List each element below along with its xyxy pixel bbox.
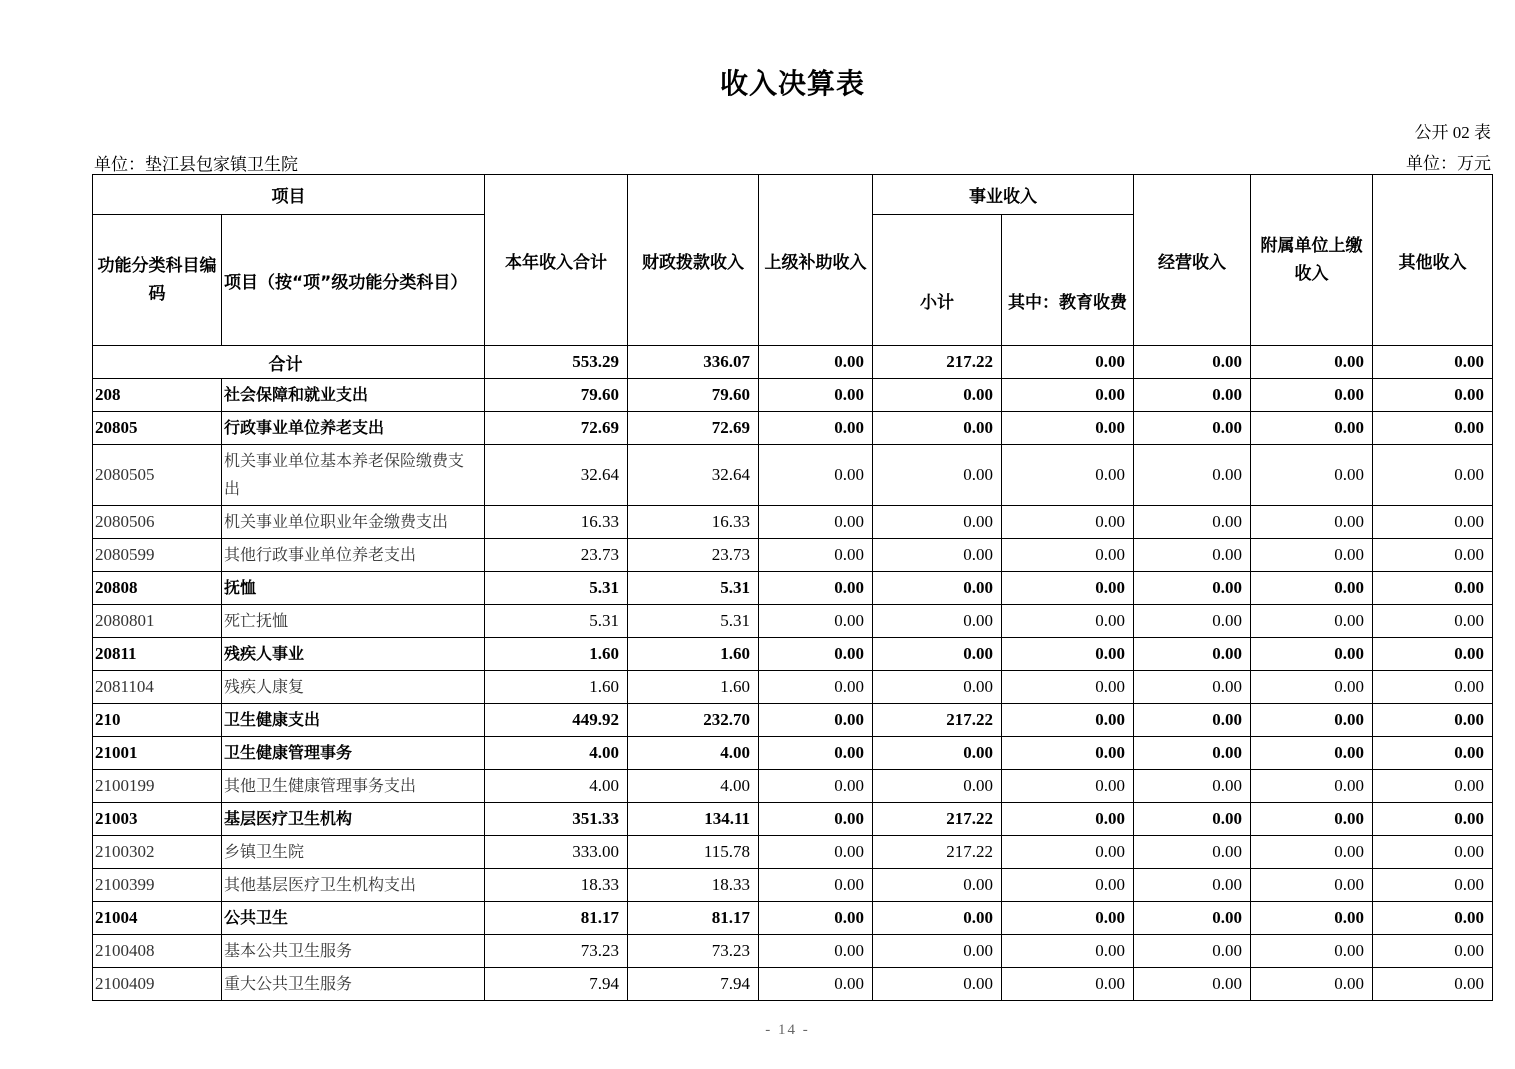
table-row xyxy=(93,539,1493,572)
row-value: 0.00 xyxy=(1251,737,1373,770)
row-value: 5.31 xyxy=(628,605,759,638)
row-name: 残疾人事业 xyxy=(222,638,485,671)
row-value: 23.73 xyxy=(485,539,628,572)
row-value: 0.00 xyxy=(1002,869,1134,902)
row-name: 抚恤 xyxy=(222,572,485,605)
row-value: 0.00 xyxy=(873,737,1002,770)
row-value: 0.00 xyxy=(759,412,873,445)
row-value: 0.00 xyxy=(759,836,873,869)
table-row xyxy=(93,869,1493,902)
row-value: 0.00 xyxy=(1373,737,1493,770)
header-other: 其他收入 xyxy=(1373,175,1493,346)
table-row xyxy=(93,445,1493,506)
row-value: 0.00 xyxy=(759,572,873,605)
row-value: 0.00 xyxy=(759,968,873,1001)
row-value: 0.00 xyxy=(1373,572,1493,605)
row-value: 0.00 xyxy=(1002,935,1134,968)
row-code: 2100199 xyxy=(93,770,222,803)
row-code: 20805 xyxy=(93,412,222,445)
table-row xyxy=(93,506,1493,539)
row-value: 0.00 xyxy=(1002,836,1134,869)
row-value: 0.00 xyxy=(1251,935,1373,968)
header-name: 项目（按“项”级功能分类科目） xyxy=(222,215,485,346)
row-name: 卫生健康管理事务 xyxy=(222,737,485,770)
row-value: 0.00 xyxy=(1251,968,1373,1001)
row-value: 0.00 xyxy=(759,902,873,935)
row-value: 0.00 xyxy=(1134,539,1251,572)
row-name: 行政事业单位养老支出 xyxy=(222,412,485,445)
row-value: 0.00 xyxy=(1251,412,1373,445)
row-code: 2100399 xyxy=(93,869,222,902)
row-value: 0.00 xyxy=(873,770,1002,803)
income-table xyxy=(92,174,1493,1001)
row-value: 0.00 xyxy=(1134,704,1251,737)
row-value: 0.00 xyxy=(1373,935,1493,968)
row-code: 2100302 xyxy=(93,836,222,869)
table-row xyxy=(93,803,1493,836)
row-name: 重大公共卫生服务 xyxy=(222,968,485,1001)
row-code: 20808 xyxy=(93,572,222,605)
row-value: 1.60 xyxy=(485,638,628,671)
row-value: 449.92 xyxy=(485,704,628,737)
row-name: 基层医疗卫生机构 xyxy=(222,803,485,836)
row-value: 0.00 xyxy=(1002,445,1134,506)
row-value: 0.00 xyxy=(1251,506,1373,539)
row-name: 基本公共卫生服务 xyxy=(222,935,485,968)
header-total-income: 本年收入合计 xyxy=(485,175,628,346)
row-value: 0.00 xyxy=(1373,445,1493,506)
row-value: 0.00 xyxy=(1002,605,1134,638)
row-value: 1.60 xyxy=(628,638,759,671)
row-name: 乡镇卫生院 xyxy=(222,836,485,869)
row-value: 7.94 xyxy=(485,968,628,1001)
row-value: 81.17 xyxy=(628,902,759,935)
row-code: 20811 xyxy=(93,638,222,671)
row-value: 0.00 xyxy=(1373,605,1493,638)
header-business-group: 事业收入 xyxy=(873,175,1134,215)
row-value: 0.00 xyxy=(1251,671,1373,704)
table-row xyxy=(93,572,1493,605)
row-name: 残疾人康复 xyxy=(222,671,485,704)
row-value: 0.00 xyxy=(1251,572,1373,605)
total-value: 217.22 xyxy=(873,346,1002,379)
row-value: 0.00 xyxy=(1373,638,1493,671)
row-value: 4.00 xyxy=(485,770,628,803)
row-value: 0.00 xyxy=(1251,770,1373,803)
row-value: 79.60 xyxy=(628,379,759,412)
total-value: 0.00 xyxy=(1134,346,1251,379)
row-value: 0.00 xyxy=(1002,671,1134,704)
row-value: 0.00 xyxy=(1251,638,1373,671)
row-value: 0.00 xyxy=(759,671,873,704)
row-value: 0.00 xyxy=(1002,803,1134,836)
row-value: 0.00 xyxy=(873,869,1002,902)
row-value: 0.00 xyxy=(1134,412,1251,445)
row-code: 21004 xyxy=(93,902,222,935)
row-name: 其他基层医疗卫生机构支出 xyxy=(222,869,485,902)
row-code: 208 xyxy=(93,379,222,412)
row-name: 社会保障和就业支出 xyxy=(222,379,485,412)
table-row xyxy=(93,671,1493,704)
row-value: 0.00 xyxy=(1002,770,1134,803)
row-value: 0.00 xyxy=(759,445,873,506)
row-value: 0.00 xyxy=(1134,737,1251,770)
page-title: 收入决算表 xyxy=(719,67,865,100)
row-code: 2080506 xyxy=(93,506,222,539)
total-value: 336.07 xyxy=(628,346,759,379)
row-value: 0.00 xyxy=(1373,803,1493,836)
total-value: 0.00 xyxy=(759,346,873,379)
row-value: 0.00 xyxy=(1373,671,1493,704)
row-value: 0.00 xyxy=(1134,638,1251,671)
table-row xyxy=(93,935,1493,968)
row-code: 2081104 xyxy=(93,671,222,704)
row-value: 0.00 xyxy=(873,638,1002,671)
row-value: 0.00 xyxy=(759,638,873,671)
row-name: 公共卫生 xyxy=(222,902,485,935)
row-value: 0.00 xyxy=(1251,539,1373,572)
row-value: 73.23 xyxy=(628,935,759,968)
row-code: 2100408 xyxy=(93,935,222,968)
row-value: 0.00 xyxy=(873,445,1002,506)
row-value: 0.00 xyxy=(1373,902,1493,935)
table-row xyxy=(93,638,1493,671)
row-value: 0.00 xyxy=(1134,770,1251,803)
total-value: 553.29 xyxy=(485,346,628,379)
total-value: 0.00 xyxy=(1002,346,1134,379)
row-name: 其他行政事业单位养老支出 xyxy=(222,539,485,572)
table-row xyxy=(93,704,1493,737)
row-value: 0.00 xyxy=(1373,968,1493,1001)
row-value: 4.00 xyxy=(628,770,759,803)
row-value: 0.00 xyxy=(1134,935,1251,968)
header-affiliated: 附属单位上缴收入 xyxy=(1251,175,1373,346)
row-value: 5.31 xyxy=(485,572,628,605)
row-value: 0.00 xyxy=(1002,902,1134,935)
table-row xyxy=(93,902,1493,935)
currency-unit: 单位：万元 xyxy=(1406,154,1491,173)
row-value: 72.69 xyxy=(485,412,628,445)
row-value: 0.00 xyxy=(1002,968,1134,1001)
row-value: 0.00 xyxy=(1134,836,1251,869)
row-value: 0.00 xyxy=(1251,605,1373,638)
row-value: 217.22 xyxy=(873,836,1002,869)
row-value: 0.00 xyxy=(873,671,1002,704)
row-value: 0.00 xyxy=(1373,836,1493,869)
table-row xyxy=(93,968,1493,1001)
row-value: 7.94 xyxy=(628,968,759,1001)
row-value: 0.00 xyxy=(1134,605,1251,638)
table-row xyxy=(93,379,1493,412)
row-name: 机关事业单位基本养老保险缴费支出 xyxy=(222,445,485,506)
row-value: 0.00 xyxy=(759,737,873,770)
row-value: 23.73 xyxy=(628,539,759,572)
row-value: 0.00 xyxy=(1251,803,1373,836)
row-value: 0.00 xyxy=(1134,671,1251,704)
row-code: 2080505 xyxy=(93,445,222,506)
page-number: - 14 - xyxy=(765,1022,810,1038)
header-code: 功能分类科目编码 xyxy=(93,215,222,346)
row-value: 0.00 xyxy=(1134,902,1251,935)
row-code: 2100409 xyxy=(93,968,222,1001)
row-code: 21003 xyxy=(93,803,222,836)
row-value: 1.60 xyxy=(628,671,759,704)
row-value: 0.00 xyxy=(759,539,873,572)
row-value: 81.17 xyxy=(485,902,628,935)
row-value: 0.00 xyxy=(1373,770,1493,803)
row-value: 32.64 xyxy=(628,445,759,506)
row-value: 5.31 xyxy=(485,605,628,638)
header-subtotal: 小计 xyxy=(873,215,1002,346)
row-value: 0.00 xyxy=(759,379,873,412)
header-operating: 经营收入 xyxy=(1134,175,1251,346)
row-value: 18.33 xyxy=(485,869,628,902)
header-fiscal: 财政拨款收入 xyxy=(628,175,759,346)
row-value: 0.00 xyxy=(759,869,873,902)
row-value: 0.00 xyxy=(1251,902,1373,935)
table-row xyxy=(93,412,1493,445)
row-value: 0.00 xyxy=(1002,737,1134,770)
header-superior-subsidy: 上级补助收入 xyxy=(759,175,873,346)
row-value: 0.00 xyxy=(873,572,1002,605)
row-value: 0.00 xyxy=(1373,869,1493,902)
table-row xyxy=(93,836,1493,869)
row-value: 1.60 xyxy=(485,671,628,704)
row-value: 0.00 xyxy=(1002,412,1134,445)
row-value: 0.00 xyxy=(873,379,1002,412)
header-education-fee: 其中：教育收费 xyxy=(1002,215,1134,346)
row-value: 0.00 xyxy=(759,704,873,737)
row-value: 0.00 xyxy=(1002,506,1134,539)
row-value: 0.00 xyxy=(873,935,1002,968)
row-value: 18.33 xyxy=(628,869,759,902)
row-value: 0.00 xyxy=(1373,412,1493,445)
row-value: 4.00 xyxy=(628,737,759,770)
row-value: 0.00 xyxy=(759,935,873,968)
row-value: 16.33 xyxy=(485,506,628,539)
row-value: 0.00 xyxy=(1002,704,1134,737)
row-value: 0.00 xyxy=(759,770,873,803)
row-value: 0.00 xyxy=(1373,704,1493,737)
row-value: 79.60 xyxy=(485,379,628,412)
row-value: 0.00 xyxy=(1251,704,1373,737)
row-value: 0.00 xyxy=(1134,803,1251,836)
total-value: 0.00 xyxy=(1251,346,1373,379)
row-value: 217.22 xyxy=(873,803,1002,836)
row-value: 0.00 xyxy=(1002,572,1134,605)
row-value: 0.00 xyxy=(873,412,1002,445)
row-value: 134.11 xyxy=(628,803,759,836)
row-value: 5.31 xyxy=(628,572,759,605)
row-value: 0.00 xyxy=(873,506,1002,539)
table-row xyxy=(93,605,1493,638)
row-name: 死亡抚恤 xyxy=(222,605,485,638)
row-value: 0.00 xyxy=(1002,379,1134,412)
row-name: 其他卫生健康管理事务支出 xyxy=(222,770,485,803)
row-value: 0.00 xyxy=(873,902,1002,935)
row-name: 机关事业单位职业年金缴费支出 xyxy=(222,506,485,539)
row-value: 232.70 xyxy=(628,704,759,737)
row-value: 0.00 xyxy=(1134,379,1251,412)
row-value: 0.00 xyxy=(1251,836,1373,869)
row-value: 217.22 xyxy=(873,704,1002,737)
row-value: 4.00 xyxy=(485,737,628,770)
row-value: 0.00 xyxy=(1251,869,1373,902)
reporting-unit: 单位：垫江县包家镇卫生院 xyxy=(94,155,298,174)
header-project-group: 项目 xyxy=(93,175,485,215)
row-value: 0.00 xyxy=(873,539,1002,572)
row-code: 210 xyxy=(93,704,222,737)
row-value: 0.00 xyxy=(873,968,1002,1001)
row-value: 0.00 xyxy=(1373,506,1493,539)
row-code: 21001 xyxy=(93,737,222,770)
row-value: 0.00 xyxy=(873,605,1002,638)
row-value: 72.69 xyxy=(628,412,759,445)
row-value: 0.00 xyxy=(1134,968,1251,1001)
table-row xyxy=(93,737,1493,770)
row-value: 333.00 xyxy=(485,836,628,869)
row-value: 16.33 xyxy=(628,506,759,539)
row-code: 2080801 xyxy=(93,605,222,638)
row-value: 0.00 xyxy=(1002,638,1134,671)
form-number: 公开 02 表 xyxy=(1414,123,1491,142)
table-row xyxy=(93,770,1493,803)
total-value: 0.00 xyxy=(1373,346,1493,379)
row-value: 0.00 xyxy=(1134,506,1251,539)
row-value: 32.64 xyxy=(485,445,628,506)
total-label: 合计 xyxy=(93,346,485,379)
row-value: 0.00 xyxy=(1134,572,1251,605)
row-value: 73.23 xyxy=(485,935,628,968)
row-code: 2080599 xyxy=(93,539,222,572)
total-row xyxy=(93,346,1493,379)
row-name: 卫生健康支出 xyxy=(222,704,485,737)
row-value: 0.00 xyxy=(1134,869,1251,902)
row-value: 0.00 xyxy=(1373,379,1493,412)
row-value: 0.00 xyxy=(759,803,873,836)
row-value: 0.00 xyxy=(1134,445,1251,506)
row-value: 0.00 xyxy=(759,605,873,638)
row-value: 0.00 xyxy=(1251,445,1373,506)
row-value: 0.00 xyxy=(759,506,873,539)
row-value: 115.78 xyxy=(628,836,759,869)
row-value: 0.00 xyxy=(1251,379,1373,412)
row-value: 0.00 xyxy=(1002,539,1134,572)
row-value: 351.33 xyxy=(485,803,628,836)
row-value: 0.00 xyxy=(1373,539,1493,572)
